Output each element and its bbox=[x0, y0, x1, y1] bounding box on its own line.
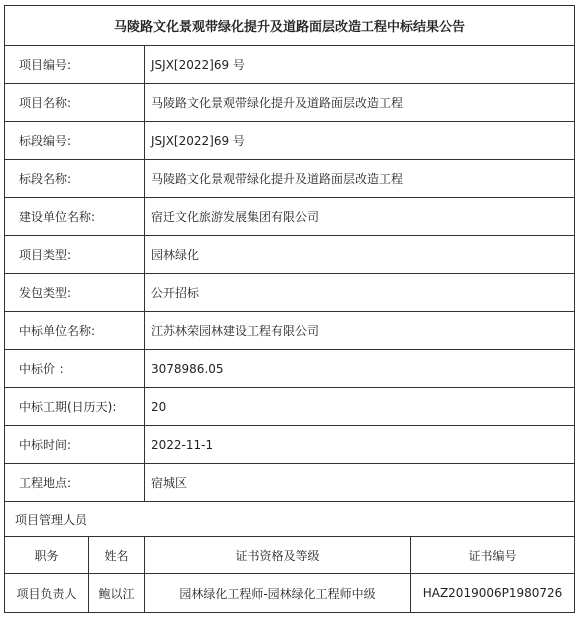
field-row-section-name bbox=[5, 160, 575, 198]
column-header-cert-no: 证书编号 bbox=[411, 537, 575, 574]
table-row bbox=[5, 574, 575, 613]
column-header-name: 姓名 bbox=[89, 537, 145, 574]
field-row-section-no bbox=[5, 122, 575, 160]
field-label: 工程地点: bbox=[5, 464, 145, 502]
cell-name: 鲍以江 bbox=[89, 574, 145, 613]
field-label: 中标价 ： bbox=[5, 350, 145, 388]
field-value: 马陵路文化景观带绿化提升及道路面层改造工程 bbox=[145, 160, 575, 198]
field-value: 园林绿化 bbox=[145, 236, 575, 274]
field-value: 公开招标 bbox=[145, 274, 575, 312]
field-row-location bbox=[5, 464, 575, 502]
field-value: 江苏林荣园林建设工程有限公司 bbox=[145, 312, 575, 350]
field-row-project-name bbox=[5, 84, 575, 122]
field-value: JSJX[2022]69 号 bbox=[145, 122, 575, 160]
column-header-role: 职务 bbox=[5, 537, 89, 574]
field-row-project-no bbox=[5, 46, 575, 84]
field-label: 项目类型: bbox=[5, 236, 145, 274]
field-label: 项目名称: bbox=[5, 84, 145, 122]
field-value: JSJX[2022]69 号 bbox=[145, 46, 575, 84]
field-row-contract-type bbox=[5, 274, 575, 312]
field-value: 20 bbox=[145, 388, 575, 426]
field-label: 标段名称: bbox=[5, 160, 145, 198]
field-label: 中标单位名称: bbox=[5, 312, 145, 350]
field-value: 宿城区 bbox=[145, 464, 575, 502]
field-label: 发包类型: bbox=[5, 274, 145, 312]
field-row-duration bbox=[5, 388, 575, 426]
field-value: 3078986.05 bbox=[145, 350, 575, 388]
personnel-header-row bbox=[5, 537, 575, 574]
field-label: 项目编号: bbox=[5, 46, 145, 84]
section-title-personnel: 项目管理人员 bbox=[5, 502, 575, 537]
field-row-winner bbox=[5, 312, 575, 350]
field-row-price bbox=[5, 350, 575, 388]
column-header-cert: 证书资格及等级 bbox=[145, 537, 411, 574]
cell-role: 项目负责人 bbox=[5, 574, 89, 613]
field-label: 标段编号: bbox=[5, 122, 145, 160]
announcement-table bbox=[4, 5, 575, 613]
field-label: 中标时间: bbox=[5, 426, 145, 464]
cell-cert-no: HAZ2019006P1980726 bbox=[411, 574, 575, 613]
cell-cert: 园林绿化工程师-园林绿化工程师中级 bbox=[145, 574, 411, 613]
field-row-builder bbox=[5, 198, 575, 236]
field-value: 马陵路文化景观带绿化提升及道路面层改造工程 bbox=[145, 84, 575, 122]
field-label: 建设单位名称: bbox=[5, 198, 145, 236]
field-label: 中标工期(日历天): bbox=[5, 388, 145, 426]
page-title: 马陵路文化景观带绿化提升及道路面层改造工程中标结果公告 bbox=[5, 6, 575, 46]
field-row-award-date bbox=[5, 426, 575, 464]
field-row-project-type bbox=[5, 236, 575, 274]
field-value: 宿迁文化旅游发展集团有限公司 bbox=[145, 198, 575, 236]
field-value: 2022-11-1 bbox=[145, 426, 575, 464]
